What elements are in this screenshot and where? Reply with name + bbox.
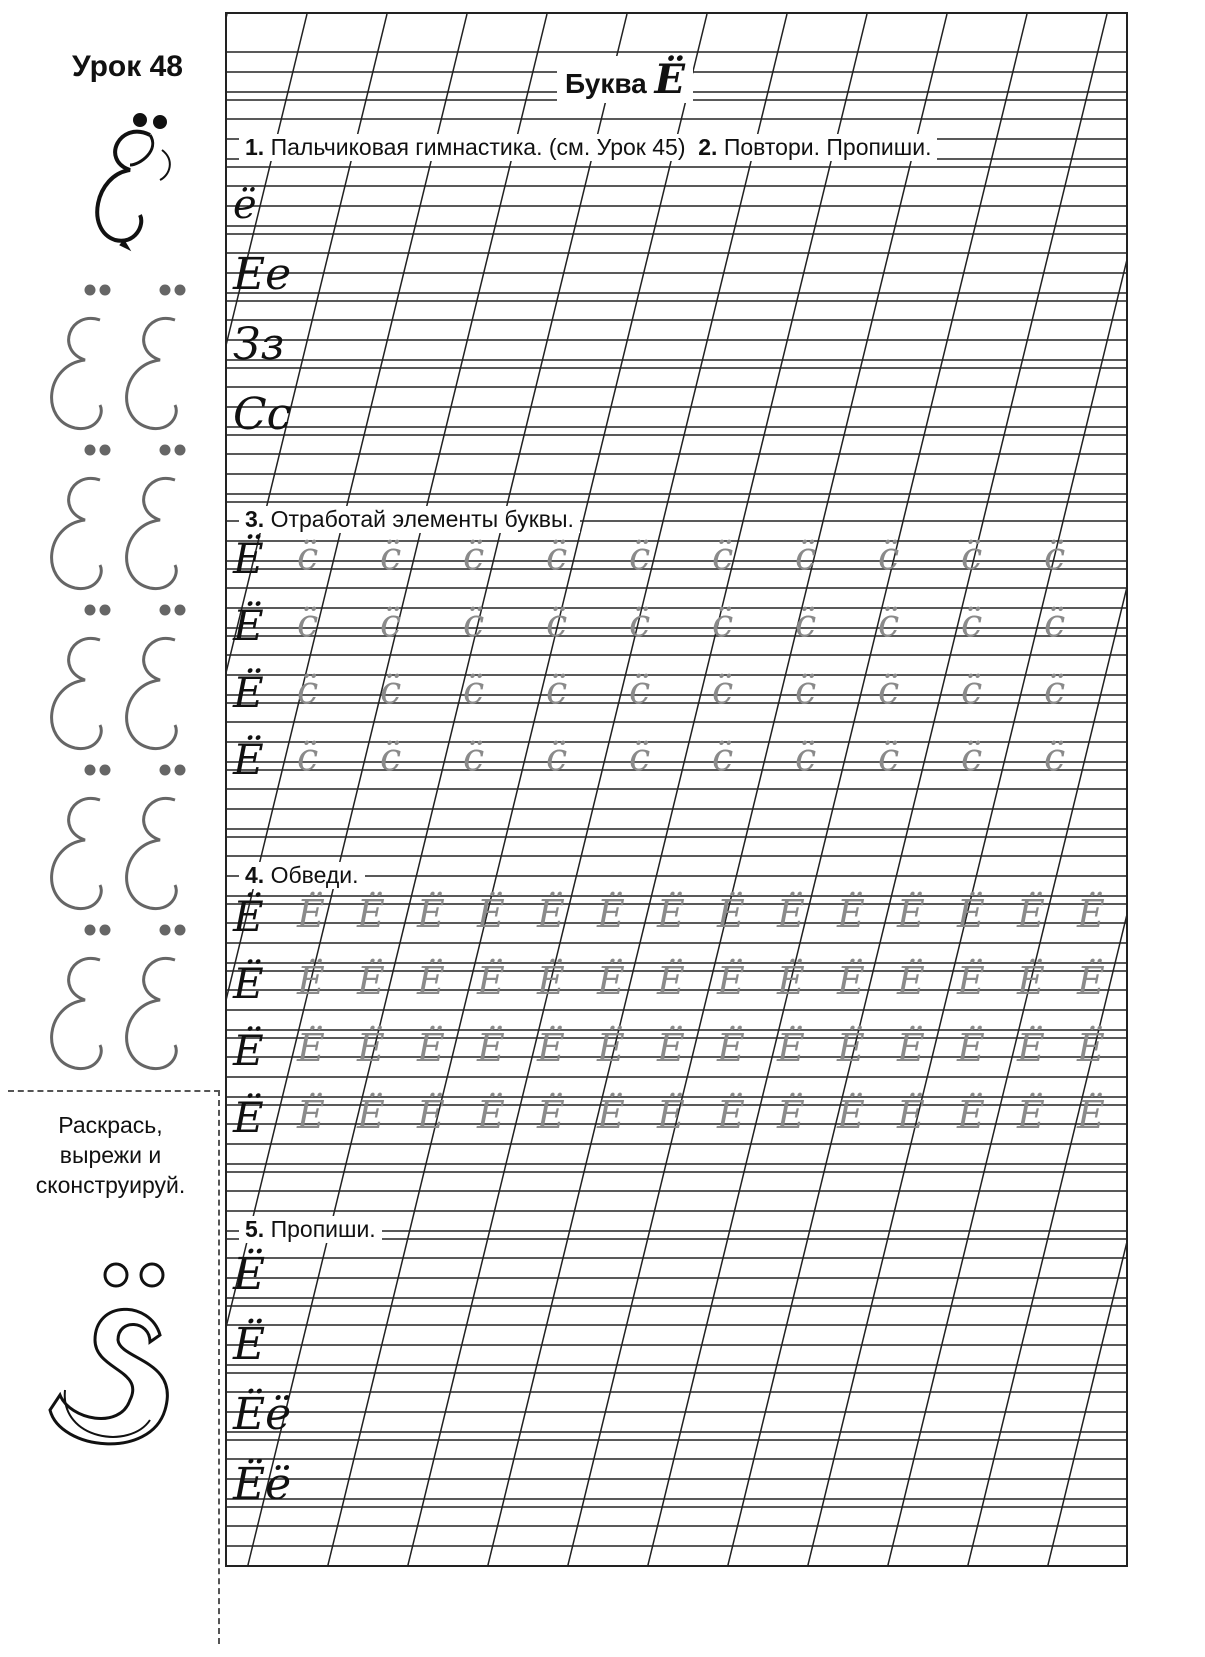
cutout-line-3: сконструируй. bbox=[35, 1172, 186, 1198]
trace-letter: с̈ bbox=[546, 668, 568, 712]
sample-row-2: Ее bbox=[233, 249, 292, 300]
task-5-heading bbox=[239, 1216, 382, 1243]
rule-line bbox=[227, 14, 547, 1567]
trace-letter: Ё bbox=[357, 1026, 385, 1070]
rule-line bbox=[647, 14, 1027, 1567]
trace-letter: Ё bbox=[417, 892, 445, 936]
trace-letter: Ё bbox=[717, 1026, 745, 1070]
trace-letter: с̈ bbox=[380, 668, 402, 712]
task-5-text: Пропиши. bbox=[270, 1216, 376, 1242]
trace-letter: с̈ bbox=[463, 735, 485, 779]
trace-letter: Ё bbox=[477, 959, 505, 1003]
trace-letter: Ё bbox=[897, 892, 925, 936]
trace-letter: Ё bbox=[1077, 892, 1105, 936]
trace-letter: Ё bbox=[957, 1093, 985, 1137]
trace-letter: Ё bbox=[597, 1093, 625, 1137]
trace-letter: Ё bbox=[777, 892, 805, 936]
trace-letter: Ё bbox=[897, 959, 925, 1003]
trace-letter: с̈ bbox=[795, 534, 817, 578]
cutout-line-2: вырежи и bbox=[59, 1142, 162, 1168]
trace-letter: Ё bbox=[297, 959, 325, 1003]
practice-row-4: Ёё bbox=[233, 1459, 292, 1510]
trace-letter: с̈ bbox=[463, 668, 485, 712]
trace-letter: с̈ bbox=[795, 735, 817, 779]
trace-letter: с̈ bbox=[795, 668, 817, 712]
trace-letter: с̈ bbox=[712, 601, 734, 645]
trace-letter: с̈ bbox=[878, 668, 900, 712]
trace-letter: с̈ bbox=[629, 668, 651, 712]
trace-letter: Ё bbox=[417, 1026, 445, 1070]
trace-letter: Ё bbox=[597, 892, 625, 936]
sample-row-4: Сс bbox=[233, 389, 292, 440]
trace-letter: с̈ bbox=[546, 735, 568, 779]
sample-row-1: ё bbox=[233, 182, 257, 228]
trace-letter: Ё bbox=[1077, 959, 1105, 1003]
trace-letter: с̈ bbox=[795, 601, 817, 645]
ruling-lines bbox=[227, 14, 1128, 1567]
trace-letter: Ё bbox=[297, 1093, 325, 1137]
trace-letter: Ё bbox=[1077, 1026, 1105, 1070]
trace-letter: Ё bbox=[597, 959, 625, 1003]
trace-letter: Ё bbox=[657, 1026, 685, 1070]
task-5-number: 5. bbox=[245, 1216, 265, 1242]
rule-line bbox=[1127, 14, 1128, 1567]
trace-letter: Ё bbox=[957, 892, 985, 936]
rule-line bbox=[487, 14, 867, 1567]
trace-letter: с̈ bbox=[961, 735, 983, 779]
rule-line bbox=[327, 14, 707, 1567]
trace-letter: с̈ bbox=[297, 668, 319, 712]
task-1-2-heading bbox=[239, 134, 937, 161]
task-4-text: Обведи. bbox=[270, 862, 359, 888]
trace-letter: Ё bbox=[777, 959, 805, 1003]
rule-line bbox=[247, 14, 627, 1567]
cutout-instructions bbox=[8, 1110, 213, 1200]
trace-letter: Ё bbox=[1077, 1093, 1105, 1137]
trace-letter: Ё bbox=[477, 892, 505, 936]
demo-letter-yo bbox=[97, 115, 170, 250]
task-2-number: 2. bbox=[698, 134, 718, 160]
rule-line bbox=[407, 14, 787, 1567]
trace-letter: Ё bbox=[477, 1026, 505, 1070]
trace-letter: с̈ bbox=[380, 735, 402, 779]
practice-row-1: Ё bbox=[233, 1249, 266, 1300]
page-title bbox=[557, 56, 693, 103]
rule-line bbox=[727, 14, 1107, 1567]
trace-letter: Ё bbox=[957, 959, 985, 1003]
task-1-number: 1. bbox=[245, 134, 265, 160]
trace-letter: Ё bbox=[657, 1093, 685, 1137]
trace-letter: Ё bbox=[597, 1026, 625, 1070]
trace-letter: Ё bbox=[837, 1026, 865, 1070]
trace-letter: Ё bbox=[657, 959, 685, 1003]
trace-letter: с̈ bbox=[546, 534, 568, 578]
trace-letter: с̈ bbox=[878, 735, 900, 779]
trace-letter: Ё bbox=[837, 959, 865, 1003]
trace-letter: с̈ bbox=[629, 601, 651, 645]
trace-letter: с̈ bbox=[629, 534, 651, 578]
trace-letter: с̈ bbox=[1044, 601, 1066, 645]
cutout-line-1: Раскрась, bbox=[58, 1112, 163, 1138]
task-3-text: Отработай элементы буквы. bbox=[270, 506, 574, 532]
rule-line bbox=[567, 14, 947, 1567]
trace-letter: с̈ bbox=[712, 534, 734, 578]
practice-row-2: Ё bbox=[233, 1319, 266, 1370]
task-3-number: 3. bbox=[245, 506, 265, 532]
trace-letter: с̈ bbox=[961, 534, 983, 578]
trace-letter: Ё bbox=[537, 1093, 565, 1137]
trace-letter: с̈ bbox=[297, 601, 319, 645]
task-4-heading bbox=[239, 862, 365, 889]
trace-letter: Ё bbox=[897, 1093, 925, 1137]
trace-letter: Ё bbox=[777, 1093, 805, 1137]
task-4-number: 4. bbox=[245, 862, 265, 888]
trace-letter: Ё bbox=[777, 1026, 805, 1070]
trace-letter: Ё bbox=[417, 1093, 445, 1137]
trace-letter: с̈ bbox=[297, 735, 319, 779]
lead-letter: Ё bbox=[233, 959, 264, 1008]
handwriting-grid bbox=[225, 12, 1128, 1567]
trace-letter: с̈ bbox=[878, 601, 900, 645]
lead-letter: Ё bbox=[233, 1093, 264, 1142]
trace-letter: Ё bbox=[1017, 959, 1045, 1003]
trace-letter: с̈ bbox=[463, 534, 485, 578]
trace-letter: с̈ bbox=[1044, 735, 1066, 779]
trace-letter: с̈ bbox=[380, 534, 402, 578]
trace-letter: Ё bbox=[297, 1026, 325, 1070]
trace-letter: с̈ bbox=[1044, 668, 1066, 712]
title-letter: Ё bbox=[654, 56, 686, 103]
trace-letter: Ё bbox=[417, 959, 445, 1003]
trace-letter: Ё bbox=[357, 892, 385, 936]
trace-letter: Ё bbox=[1017, 1026, 1045, 1070]
trace-letter: Ё bbox=[837, 892, 865, 936]
trace-letter: с̈ bbox=[1044, 534, 1066, 578]
trace-letter: Ё bbox=[357, 959, 385, 1003]
practice-row-3: Ёё bbox=[233, 1389, 292, 1440]
trace-letter: Ё bbox=[1017, 892, 1045, 936]
rule-line bbox=[1047, 14, 1128, 1567]
trace-letter: с̈ bbox=[878, 534, 900, 578]
trace-letter: Ё bbox=[477, 1093, 505, 1137]
lead-letter: Ё bbox=[233, 668, 264, 717]
sample-row-3: Зз bbox=[233, 319, 285, 370]
trace-letter: с̈ bbox=[712, 668, 734, 712]
trace-letter: с̈ bbox=[629, 735, 651, 779]
trace-letter: Ё bbox=[537, 959, 565, 1003]
lead-letter: Ё bbox=[233, 534, 264, 583]
lead-letter: Ё bbox=[233, 601, 264, 650]
trace-letter: с̈ bbox=[961, 668, 983, 712]
lesson-number: Урок 48 bbox=[72, 50, 183, 83]
trace-letter: Ё bbox=[837, 1093, 865, 1137]
task-1-text: Пальчиковая гимнастика. (см. Урок 45) bbox=[270, 134, 686, 160]
trace-letter: Ё bbox=[1017, 1093, 1045, 1137]
trace-letter: Ё bbox=[657, 892, 685, 936]
rule-line bbox=[807, 14, 1128, 1567]
outline-letter-rows bbox=[52, 286, 184, 1069]
lead-letter: Ё bbox=[233, 892, 264, 941]
rule-line bbox=[887, 14, 1128, 1567]
title-word: Буква bbox=[565, 68, 647, 99]
trace-letter: Ё bbox=[537, 1026, 565, 1070]
task-2-text: Повтори. Пропиши. bbox=[723, 134, 932, 160]
trace-letter: с̈ bbox=[546, 601, 568, 645]
trace-letter: Ё bbox=[897, 1026, 925, 1070]
trace-letter: с̈ bbox=[463, 601, 485, 645]
lead-letter: Ё bbox=[233, 1026, 264, 1075]
trace-letter: Ё bbox=[717, 1093, 745, 1137]
lead-letter: Ё bbox=[233, 735, 264, 784]
trace-letter: Ё bbox=[297, 892, 325, 936]
trace-letter: Ё bbox=[357, 1093, 385, 1137]
task-3-heading bbox=[239, 506, 580, 533]
trace-letter: Ё bbox=[717, 892, 745, 936]
trace-letter: Ё bbox=[957, 1026, 985, 1070]
trace-letter: с̈ bbox=[380, 601, 402, 645]
trace-letter: Ё bbox=[717, 959, 745, 1003]
trace-letter: с̈ bbox=[297, 534, 319, 578]
trace-letter: с̈ bbox=[961, 601, 983, 645]
trace-letter: с̈ bbox=[712, 735, 734, 779]
trace-letter: Ё bbox=[537, 892, 565, 936]
